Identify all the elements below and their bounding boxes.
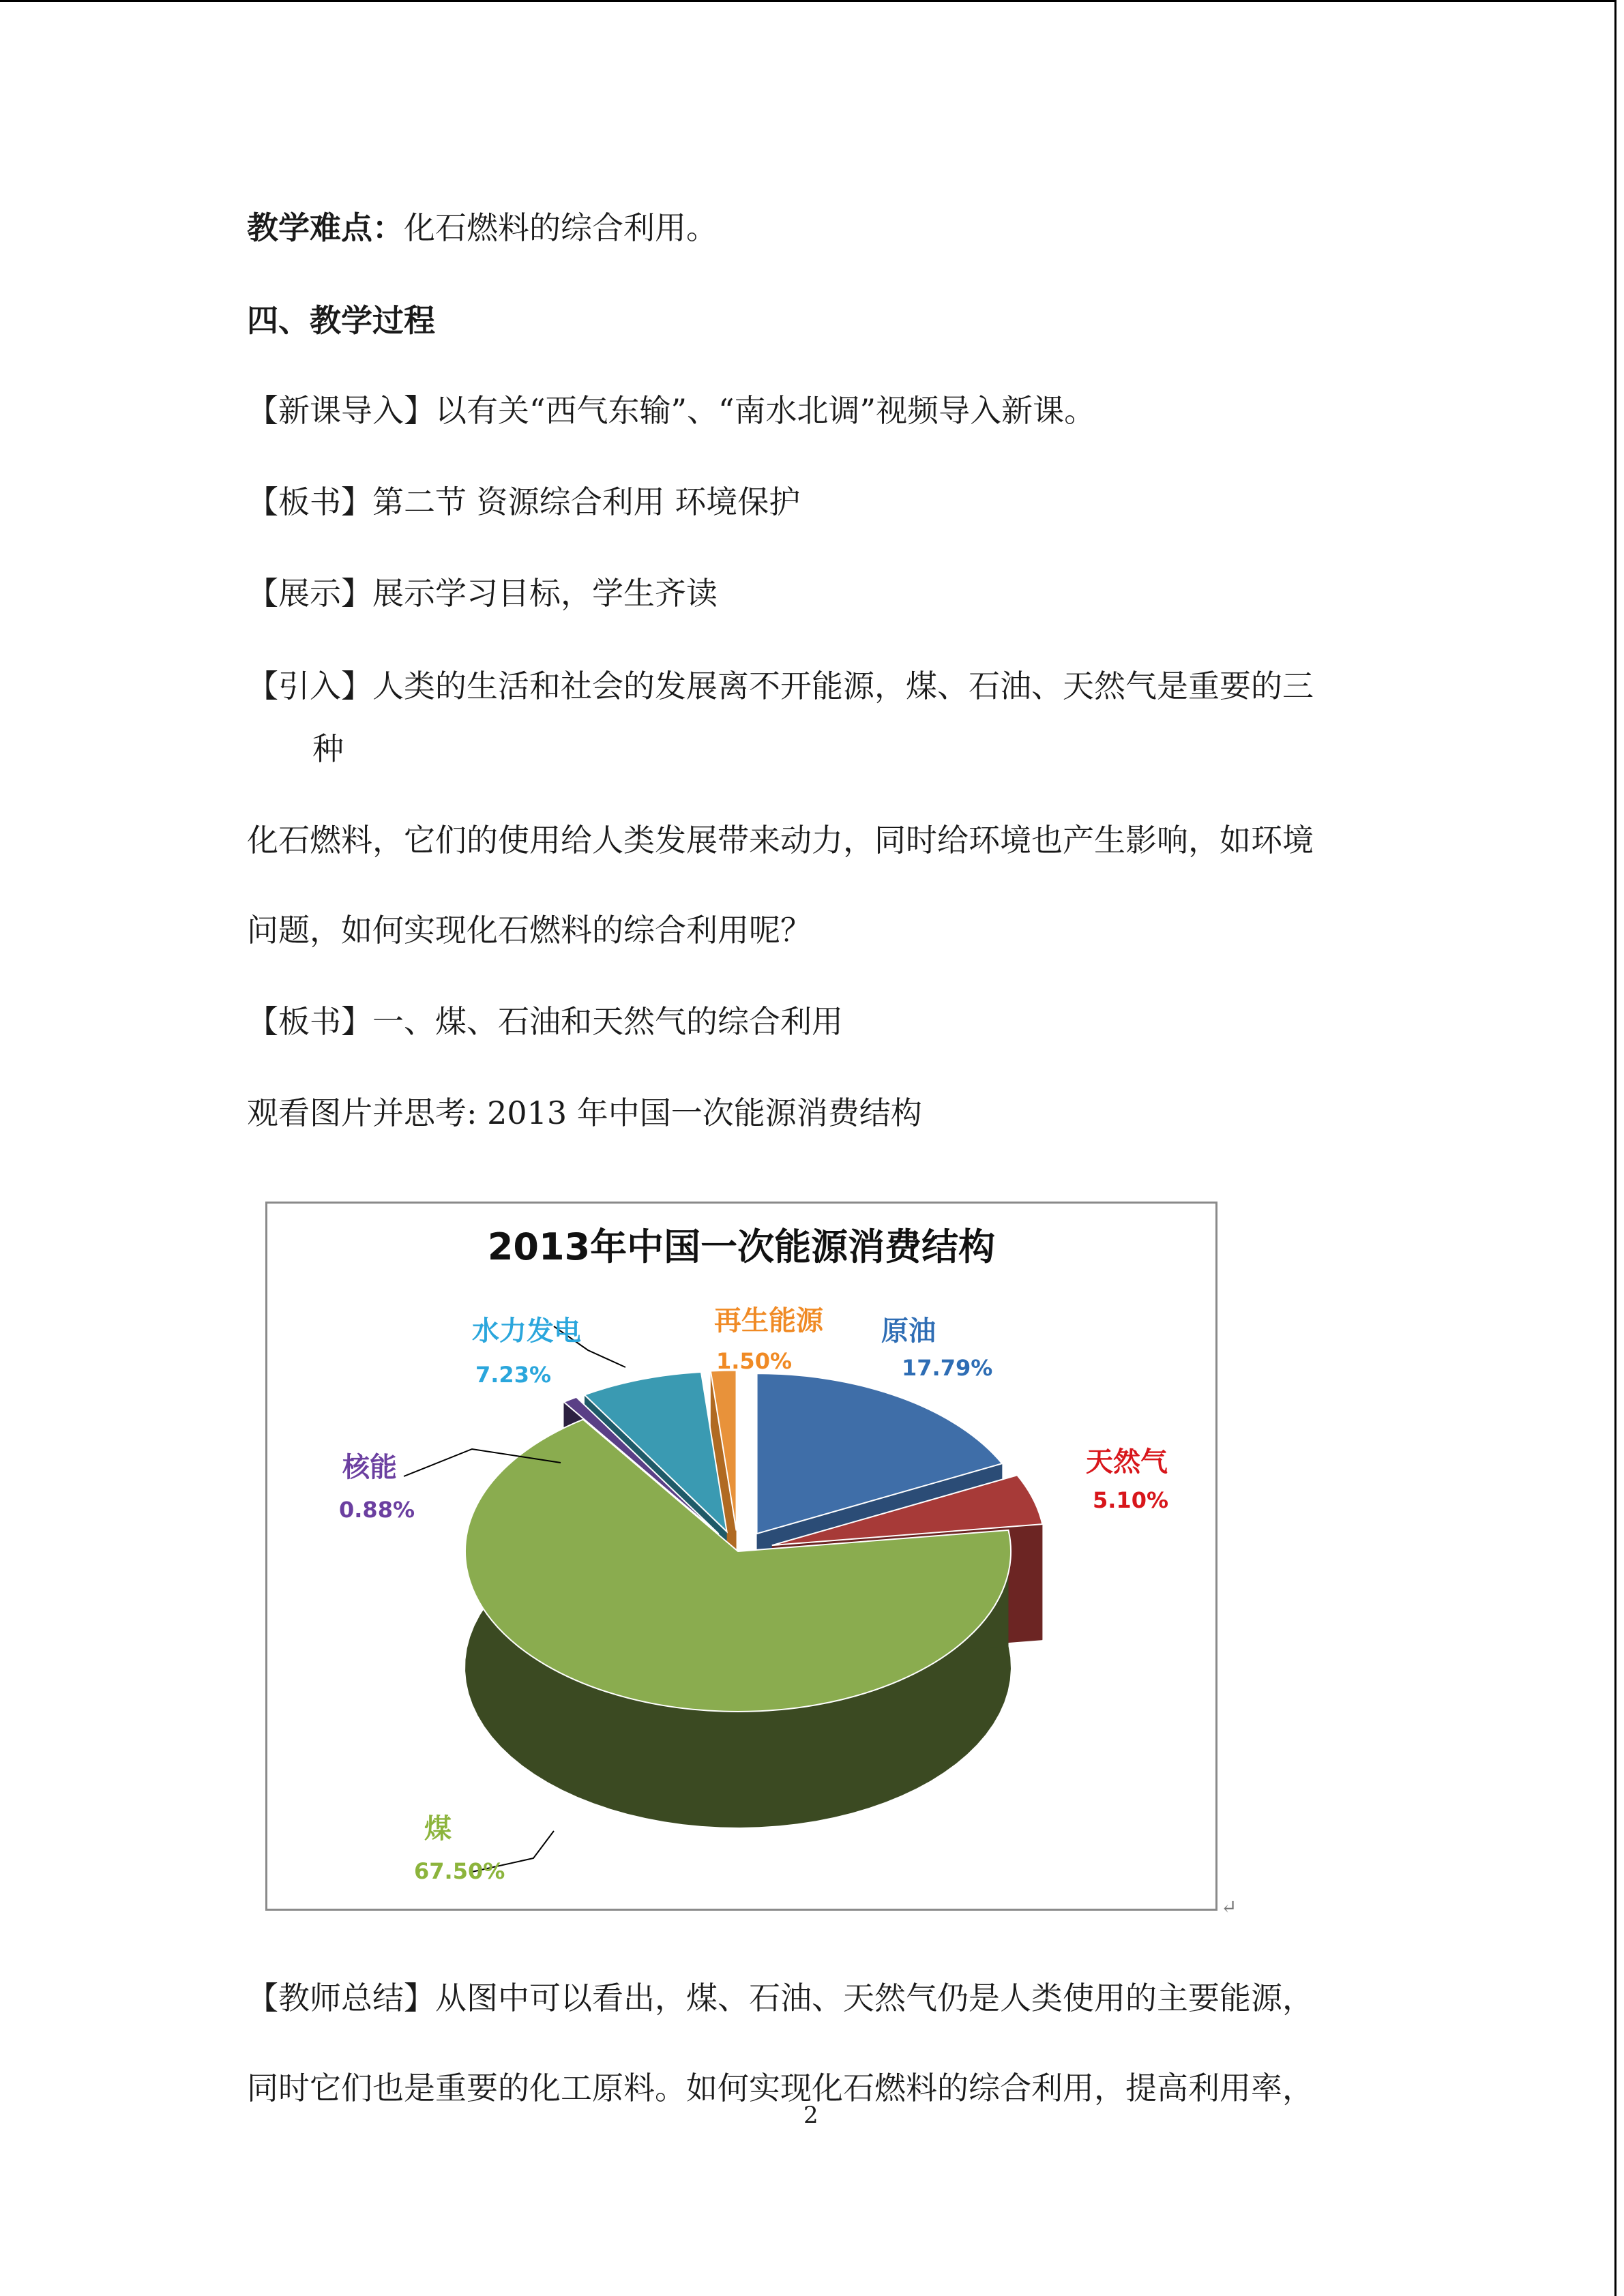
lead-paragraph-wrap: 种 (312, 730, 344, 767)
board-paragraph-1: 【板书】第二节 资源综合利用 环境保护 (247, 483, 801, 520)
value-label-0: 17.79% (902, 1355, 993, 1381)
category-label-1: 天然气 (1086, 1446, 1168, 1478)
value-label-2: 67.50% (414, 1858, 505, 1884)
lead-paragraph-line-1: 【引入】人类的生活和社会的发展离不开能源，煤、石油、天然气是重要的三 (247, 668, 1314, 704)
observe-paragraph: 观看图片并思考: 2013 年中国一次能源消费结构 (247, 1094, 922, 1131)
category-label-0: 原油 (881, 1315, 936, 1347)
category-label-3: 核能 (342, 1452, 397, 1483)
value-label-3: 0.88% (339, 1497, 415, 1523)
show-paragraph: 【展示】展示学习目标，学生齐读 (247, 575, 718, 612)
pie-chart-svg (267, 1204, 1215, 1909)
energy-pie-chart (265, 1202, 1217, 1911)
anchor-mark: ↵ (1221, 1896, 1237, 1918)
board-paragraph-2: 【板书】一、煤、石油和天然气的综合利用 (247, 1003, 843, 1040)
category-label-2: 煤 (424, 1813, 452, 1845)
value-label-5: 1.50% (716, 1348, 793, 1374)
section-heading: 四、教学过程 (247, 302, 435, 339)
summary-paragraph-line-2: 同时它们也是重要的化工原料。如何实现化石燃料的综合利用，提高利用率， (247, 2070, 1314, 2106)
category-label-4: 水力发电 (472, 1315, 581, 1347)
intro-paragraph: 【新课导入】以有关“西气东输”、“南水北调”视频导入新课。 (247, 392, 1096, 429)
page-number: 2 (803, 2102, 818, 2129)
lead-paragraph-line-3: 问题，如何实现化石燃料的综合利用呢？ (247, 912, 812, 949)
difficulty-label: 教学难点： (247, 209, 404, 246)
value-label-4: 7.23% (475, 1362, 552, 1388)
lead-paragraph-line-2: 化石燃料，它们的使用给人类发展带来动力，同时给环境也产生影响，如环境 (247, 822, 1314, 859)
summary-paragraph-line-1: 【教师总结】从图中可以看出，煤、石油、天然气仍是人类使用的主要能源， (247, 1980, 1314, 2016)
teaching-difficulty-line (247, 207, 718, 248)
category-label-5: 再生能源 (714, 1305, 823, 1337)
value-label-1: 5.10% (1093, 1487, 1169, 1513)
difficulty-text: 化石燃料的综合利用。 (404, 209, 718, 246)
chart-title: 2013年中国一次能源消费结构 (487, 1225, 996, 1268)
